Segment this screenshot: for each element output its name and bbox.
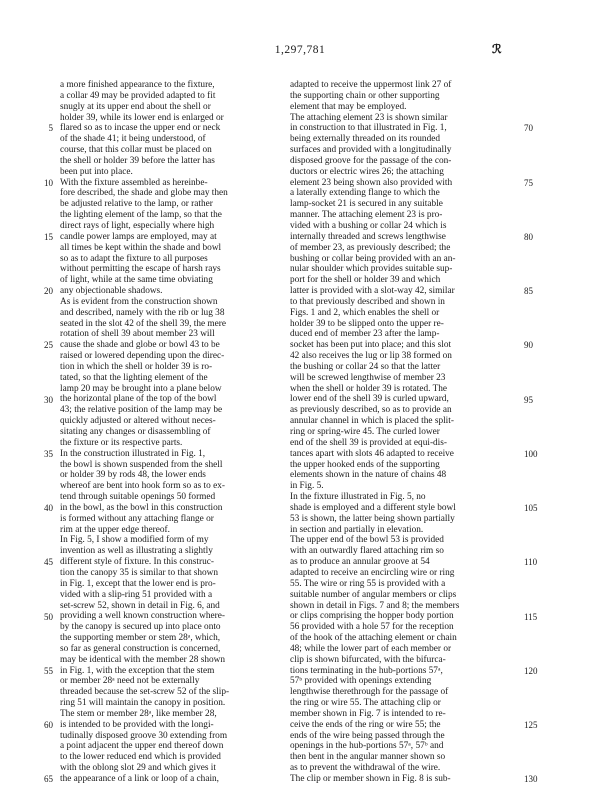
text-line: of the shade 41; it being understood, of — [60, 134, 206, 145]
text-line: the fixture or its respective parts. — [60, 437, 183, 448]
text-line: surfaces and provided with a longitudinally — [290, 145, 452, 156]
text-line: seated in the slot 42 of the shell 39, the mere — [60, 318, 227, 329]
text-line: 43; the relative position of the lamp may be — [60, 405, 223, 416]
text-line: adapted to receive an encircling wire or ring — [290, 567, 455, 578]
text-line: tudinally disposed groove 30 extending from — [60, 730, 228, 741]
text-line: ductors or electric wires 26; the attaching — [290, 166, 444, 177]
text-line: a laterally extending flange to which the — [290, 188, 440, 199]
line-number: 130 — [524, 774, 538, 785]
text-line: so far as general construction is concerned, — [60, 643, 221, 654]
text-line: clip is shown bifurcated, with the bifurca- — [290, 654, 446, 665]
text-line: as to prevent the withdrawal of the wire. — [290, 763, 441, 774]
text-line: been put into place. — [60, 166, 133, 177]
text-line: tend through suitable openings 50 formed — [60, 492, 216, 503]
text-line: vided with a bushing or collar 24 which is — [290, 220, 447, 231]
line-number: 110 — [524, 557, 538, 568]
line-number: 25 — [44, 340, 53, 351]
text-line: 53 is shown, the latter being shown partially — [290, 513, 455, 524]
text-line: or holder 39 by rods 48, the lower ends — [60, 470, 206, 481]
text-line: In Fig. 5, I show a modified form of my — [60, 535, 209, 546]
text-line: openings in the hub-portions 57ᵃ, 57ᵇ and — [290, 741, 444, 752]
text-line: being externally threaded on its rounded — [290, 134, 440, 145]
patent-number: 1,297,781 — [274, 44, 326, 56]
text-line: or clips comprising the hopper body portion — [290, 611, 454, 622]
text-line: as previously described, so as to provide an — [290, 405, 452, 416]
text-line: holder 39 to be slipped onto the upper re- — [290, 318, 444, 329]
text-line: is formed without any attaching flange or — [60, 513, 214, 524]
text-line: the bushing or collar 24 so that the latter — [290, 361, 441, 372]
text-line: invention as well as illustrating a slightly — [60, 546, 213, 557]
text-line: lamp 20 may be brought into a plane below — [60, 383, 222, 394]
text-line: shade is employed and a different style bowl — [290, 502, 456, 513]
text-line: vided with a slip-ring 51 provided with a — [60, 589, 213, 600]
text-line: the supporting chain or other supporting — [290, 90, 440, 101]
text-line: 57ᵇ provided with openings extending — [290, 676, 432, 687]
text-line: suitable number of angular members or clips — [290, 589, 457, 600]
text-line: ends of the wire being passed through the — [290, 730, 445, 741]
line-number: 115 — [524, 611, 538, 622]
text-line: manner. The attaching element 23 is pro- — [290, 210, 443, 221]
text-line: quickly adjusted or altered without neces- — [60, 416, 216, 427]
text-line: disposed groove for the passage of the con- — [290, 155, 452, 166]
line-number: 105 — [524, 503, 538, 514]
line-number: 125 — [524, 720, 538, 731]
right-text-column — [290, 80, 520, 785]
text-line: in the bowl, as the bowl in this construction — [60, 502, 223, 513]
line-number: 5 — [48, 123, 53, 134]
text-line: set-screw 52, shown in detail in Fig. 6, and — [60, 600, 220, 611]
text-line: direct rays of light, especially where high — [60, 220, 215, 231]
left-text-column — [60, 80, 282, 785]
line-number: 75 — [524, 177, 533, 188]
text-line: elements shown in the nature of chains 48 — [290, 470, 447, 481]
text-line: The stem or member 28ᵃ, like member 28, — [60, 708, 217, 719]
text-line: ring 51 will maintain the canopy in position. — [60, 698, 226, 709]
text-line: as to produce an annular groove at 54 — [290, 557, 430, 568]
text-line: Figs. 1 and 2, which enables the shell or — [290, 307, 440, 318]
text-line: or member 28ᵃ need not be externally — [60, 676, 200, 687]
line-number: 10 — [44, 177, 53, 188]
text-line: With the fixture assembled as hereinbe- — [60, 177, 208, 188]
text-line: The attaching element 23 is shown similar — [290, 112, 448, 123]
line-number: 65 — [44, 774, 53, 785]
text-line: the horizontal plane of the top of the bowl — [60, 394, 217, 405]
line-number: 100 — [524, 448, 538, 459]
text-line: lengthwise therethrough for the passage of — [290, 687, 449, 698]
text-line: fore described, the shade and globe may then — [60, 188, 228, 199]
text-line: providing a well known construction where- — [60, 611, 225, 622]
text-line: port for the shell or holder 39 and which — [290, 275, 441, 286]
text-line: rotation of shell 39 about member 23 will — [60, 329, 215, 340]
text-line: in construction to that illustrated in Fig. 1, — [290, 123, 447, 134]
text-line: tated, so that the lighting element of the — [60, 372, 208, 383]
text-line: adapted to receive the uppermost link 27 of — [290, 80, 452, 90]
text-line: candle power lamps are employed, may at — [60, 231, 217, 242]
line-number: 55 — [44, 665, 53, 676]
line-number: 30 — [44, 394, 53, 405]
text-line: of the hook of the attaching element or chain — [290, 633, 457, 644]
line-number: 40 — [44, 503, 53, 514]
text-line: annular channel in which is placed the split- — [290, 416, 454, 427]
text-line: the upper hooked ends of the supporting — [290, 459, 440, 470]
text-line: of member 23, as previously described; the — [290, 242, 451, 253]
text-line: raised or lowered depending upon the direc- — [60, 351, 225, 362]
text-line: by the canopy is secured up into place onto — [60, 622, 221, 633]
text-line: with an outwardly flared attaching rim so — [290, 546, 444, 557]
text-line: tion in which the shell or holder 39 is ro- — [60, 361, 213, 372]
text-line: element 23 being shown also provided with — [290, 177, 453, 188]
text-line: In the fixture illustrated in Fig. 5, no — [290, 492, 426, 503]
text-line: nular shoulder which provides suitable sup- — [290, 264, 453, 275]
text-line: to the lower reduced end which is provided — [60, 752, 221, 763]
text-line: the lighting element of the lamp, so that the — [60, 210, 222, 221]
line-number: 80 — [524, 231, 533, 242]
text-line: course, that this collar must be placed on — [60, 145, 212, 156]
text-line: As is evident from the construction shown — [60, 296, 218, 307]
text-line: a more finished appearance to the fixture, — [60, 80, 215, 90]
text-line: of light, while at the same time obviating — [60, 275, 213, 286]
text-line: flared so as to incase the upper end or neck — [60, 123, 221, 134]
text-line: threaded because the set-screw 52 of the slip- — [60, 687, 230, 698]
text-line: when the shell or holder 39 is rotated. The — [290, 383, 448, 394]
text-line: tances apart with slots 46 adapted to receive — [290, 448, 454, 459]
text-line: end of the shell 39 is provided at equi-dis- — [290, 437, 447, 448]
line-number: 85 — [524, 286, 533, 297]
text-line: in Fig. 1, with the exception that the stem — [60, 665, 215, 676]
text-line: lamp-socket 21 is secured in any suitable — [290, 199, 443, 210]
text-line: a collar 49 may be provided adapted to fit — [60, 90, 216, 101]
text-line: the supporting member or stem 28ᵃ, which, — [60, 633, 221, 644]
text-line: sitating any changes or disassembling of — [60, 427, 211, 437]
text-line: without permitting the escape of harsh rays — [60, 264, 221, 275]
text-line: will be screwed lengthwise of member 23 — [290, 372, 446, 383]
page-header — [0, 44, 600, 64]
text-line: in section and partially in elevation. — [290, 524, 424, 535]
text-line: the bowl is shown suspended from the shell — [60, 459, 223, 470]
line-number: 95 — [524, 394, 533, 405]
line-number: 120 — [524, 665, 538, 676]
line-number: 35 — [44, 448, 53, 459]
text-line: be adjusted relative to the lamp, or rather — [60, 199, 213, 210]
line-number: 50 — [44, 611, 53, 622]
text-line: snugly at its upper end about the shell or — [60, 101, 211, 112]
line-number: 45 — [44, 557, 53, 568]
text-line: socket has been put into place; and this slot — [290, 340, 452, 351]
text-line: a point adjacent the upper end thereof down — [60, 741, 224, 752]
text-line: the ring or wire 55. The attaching clip or — [290, 698, 441, 709]
text-line: holder 39, while its lower end is enlarged or — [60, 112, 224, 123]
text-line: The clip or member shown in Fig. 8 is sub- — [290, 774, 451, 784]
text-line: the shell or holder 39 before the latter has — [60, 155, 215, 166]
text-line: whereof are bent into hook form so as to ex- — [60, 481, 225, 492]
line-number: 15 — [44, 231, 53, 242]
text-line: tion the canopy 35 is similar to that shown — [60, 567, 219, 578]
text-line: may be identical with the member 28 shown — [60, 654, 225, 665]
text-line: 55. The wire or ring 55 is provided with a — [290, 578, 446, 589]
text-line: in Fig. 1, except that the lower end is pro- — [60, 578, 216, 589]
text-line: lower end of the shell 39 is curled upward, — [290, 394, 449, 405]
text-line: latter is provided with a slot-way 42, similar — [290, 286, 455, 297]
sheet-mark: ℛ — [492, 42, 502, 56]
text-line: ceive the ends of the ring or wire 55; the — [290, 719, 441, 730]
text-line: internally threaded and screws lengthwise — [290, 231, 446, 242]
text-line: in Fig. 5. — [290, 481, 324, 492]
text-line: rim at the upper edge thereof. — [60, 524, 170, 535]
text-line: 42 also receives the lug or lip 38 formed on — [290, 351, 452, 362]
line-number: 90 — [524, 340, 533, 351]
text-line: duced end of member 23 after the lamp- — [290, 329, 440, 340]
text-line: all times be kept within the shade and bowl — [60, 242, 222, 253]
text-line: is intended to be provided with the longi- — [60, 719, 214, 730]
text-line: ring or spring-wire 45. The curled lower — [290, 427, 440, 437]
text-line: tions terminating in the hub-portions 57ᵃ, — [290, 665, 443, 676]
text-line: The upper end of the bowl 53 is provided — [290, 535, 444, 546]
line-number: 70 — [524, 123, 533, 134]
text-line: then bent in the angular manner shown so — [290, 752, 446, 763]
line-number: 20 — [44, 286, 53, 297]
line-number: 60 — [44, 720, 53, 731]
text-line: to that previously described and shown in — [290, 296, 445, 307]
text-line: In the construction illustrated in Fig. 1, — [60, 448, 206, 459]
text-line: member shown in Fig. 7 is intended to re- — [290, 708, 446, 719]
text-line: the appearance of a link or loop of a chain, — [60, 774, 220, 784]
text-line: with the oblong slot 29 and which gives it — [60, 763, 216, 774]
text-line: different style of fixture. In this construc- — [60, 557, 214, 568]
text-line: any objectionable shadows. — [60, 286, 163, 297]
text-line: 48; while the lower part of each member or — [290, 643, 452, 654]
text-line: element that may be employed. — [290, 101, 407, 112]
text-line: shown in detail in Figs. 7 and 8; the members — [290, 600, 460, 611]
text-line: 56 provided with a hole 57 for the reception — [290, 622, 454, 633]
text-line: and described, namely with the rib or lug 38 — [60, 307, 225, 318]
text-line: cause the shade and globe or bowl 43 to be — [60, 340, 220, 351]
text-line: bushing or collar being provided with an an- — [290, 253, 456, 264]
text-line: so as to adapt the fixture to all purposes — [60, 253, 208, 264]
